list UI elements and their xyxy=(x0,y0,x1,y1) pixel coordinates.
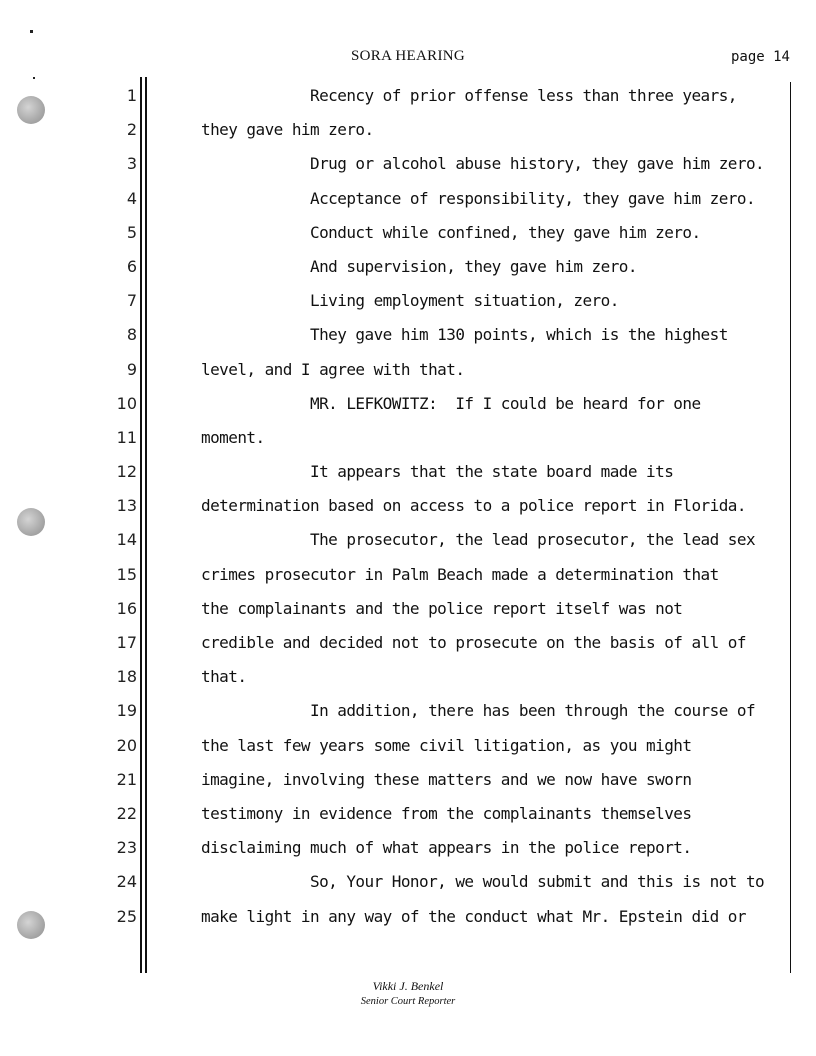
transcript-line xyxy=(0,903,816,937)
line-text: determination based on access to a police report in Florida. xyxy=(201,496,746,516)
reporter-name: Vikki J. Benkel xyxy=(372,979,444,993)
line-text: disclaiming much of what appears in the police report. xyxy=(201,838,692,858)
line-text: Drug or alcohol abuse history, they gave him zero. xyxy=(201,154,765,174)
transcript-line xyxy=(0,595,816,629)
line-text: So, Your Honor, we would submit and this is not to xyxy=(201,872,765,892)
line-number: 24 xyxy=(116,872,137,892)
transcript-line xyxy=(0,185,816,219)
line-text: the complainants and the police report itself was not xyxy=(201,598,683,618)
header-title: SORA HEARING xyxy=(350,48,466,64)
transcript-line xyxy=(0,663,816,697)
line-text: credible and decided not to prosecute on the basis of all of xyxy=(201,633,746,652)
transcript-line xyxy=(0,732,816,766)
transcript-line xyxy=(0,82,816,116)
line-number: 20 xyxy=(116,735,137,755)
line-text: make light in any way of the conduct what Mr. Epstein did or xyxy=(201,906,746,926)
transcript-line xyxy=(0,287,816,321)
transcript-line xyxy=(0,868,816,902)
line-text: MR. LEFKOWITZ: If I could be heard for one xyxy=(201,393,701,413)
line-text: In addition, there has been through the course of xyxy=(201,701,756,721)
scan-speck xyxy=(33,77,35,79)
line-number: 10 xyxy=(116,393,137,413)
transcript-line xyxy=(0,492,816,526)
line-text: Living employment situation, zero. xyxy=(201,291,619,311)
transcript-line xyxy=(0,697,816,731)
line-number: 11 xyxy=(116,427,137,447)
line-number: 13 xyxy=(116,496,137,516)
line-text: Recency of prior offense less than three years, xyxy=(201,86,737,105)
line-text: Conduct while confined, they gave him zero. xyxy=(201,222,701,242)
line-text: testimony in evidence from the complainants themselves xyxy=(201,803,692,823)
transcript-line xyxy=(0,150,816,184)
transcript-line xyxy=(0,321,816,355)
line-number: 3 xyxy=(126,154,137,174)
line-number: 16 xyxy=(116,598,137,618)
transcript-line xyxy=(0,458,816,492)
scan-speck xyxy=(30,30,33,33)
transcript-lines xyxy=(0,82,816,937)
line-text: The prosecutor, the lead prosecutor, the lead sex xyxy=(201,530,756,550)
transcript-line xyxy=(0,116,816,150)
transcript-line xyxy=(0,526,816,560)
line-text: that. xyxy=(201,667,247,687)
line-number: 8 xyxy=(126,325,137,345)
transcript-line xyxy=(0,424,816,458)
line-number: 18 xyxy=(116,667,137,687)
line-text: Acceptance of responsibility, they gave him zero. xyxy=(201,188,756,208)
line-number: 14 xyxy=(116,530,137,550)
line-text: They gave him 130 points, which is the highest xyxy=(201,325,728,345)
line-number: 9 xyxy=(126,359,137,379)
line-text: imagine, involving these matters and we now have sworn xyxy=(201,769,692,789)
line-number: 22 xyxy=(116,803,137,823)
reporter-title: Senior Court Reporter xyxy=(360,996,456,1007)
line-number: 23 xyxy=(116,838,137,858)
line-number: 19 xyxy=(116,701,137,721)
line-number: 2 xyxy=(126,120,137,140)
line-number: 1 xyxy=(126,86,137,105)
transcript-line xyxy=(0,356,816,390)
transcript-line xyxy=(0,800,816,834)
transcript-line xyxy=(0,561,816,595)
line-number: 12 xyxy=(116,462,137,482)
line-text: level, and I agree with that. xyxy=(201,359,465,379)
line-text: moment. xyxy=(201,427,265,447)
line-number: 21 xyxy=(116,769,137,789)
transcript-line xyxy=(0,253,816,287)
line-number: 25 xyxy=(116,906,137,926)
line-number: 6 xyxy=(126,256,137,276)
transcript-line xyxy=(0,629,816,663)
line-text: crimes prosecutor in Palm Beach made a determination that xyxy=(201,564,719,584)
line-number: 4 xyxy=(126,188,137,208)
line-number: 15 xyxy=(116,564,137,584)
line-number: 7 xyxy=(126,291,137,311)
transcript-line xyxy=(0,390,816,424)
page-number: page 14 xyxy=(730,49,790,65)
transcript-line xyxy=(0,219,816,253)
line-text: the last few years some civil litigation, as you might xyxy=(201,735,692,755)
line-number: 5 xyxy=(126,222,137,242)
transcript-line xyxy=(0,834,816,868)
line-text: It appears that the state board made its xyxy=(201,462,674,482)
line-text: And supervision, they gave him zero. xyxy=(201,256,637,276)
transcript-line xyxy=(0,766,816,800)
line-text: they gave him zero. xyxy=(201,120,374,140)
line-number: 17 xyxy=(116,633,137,652)
